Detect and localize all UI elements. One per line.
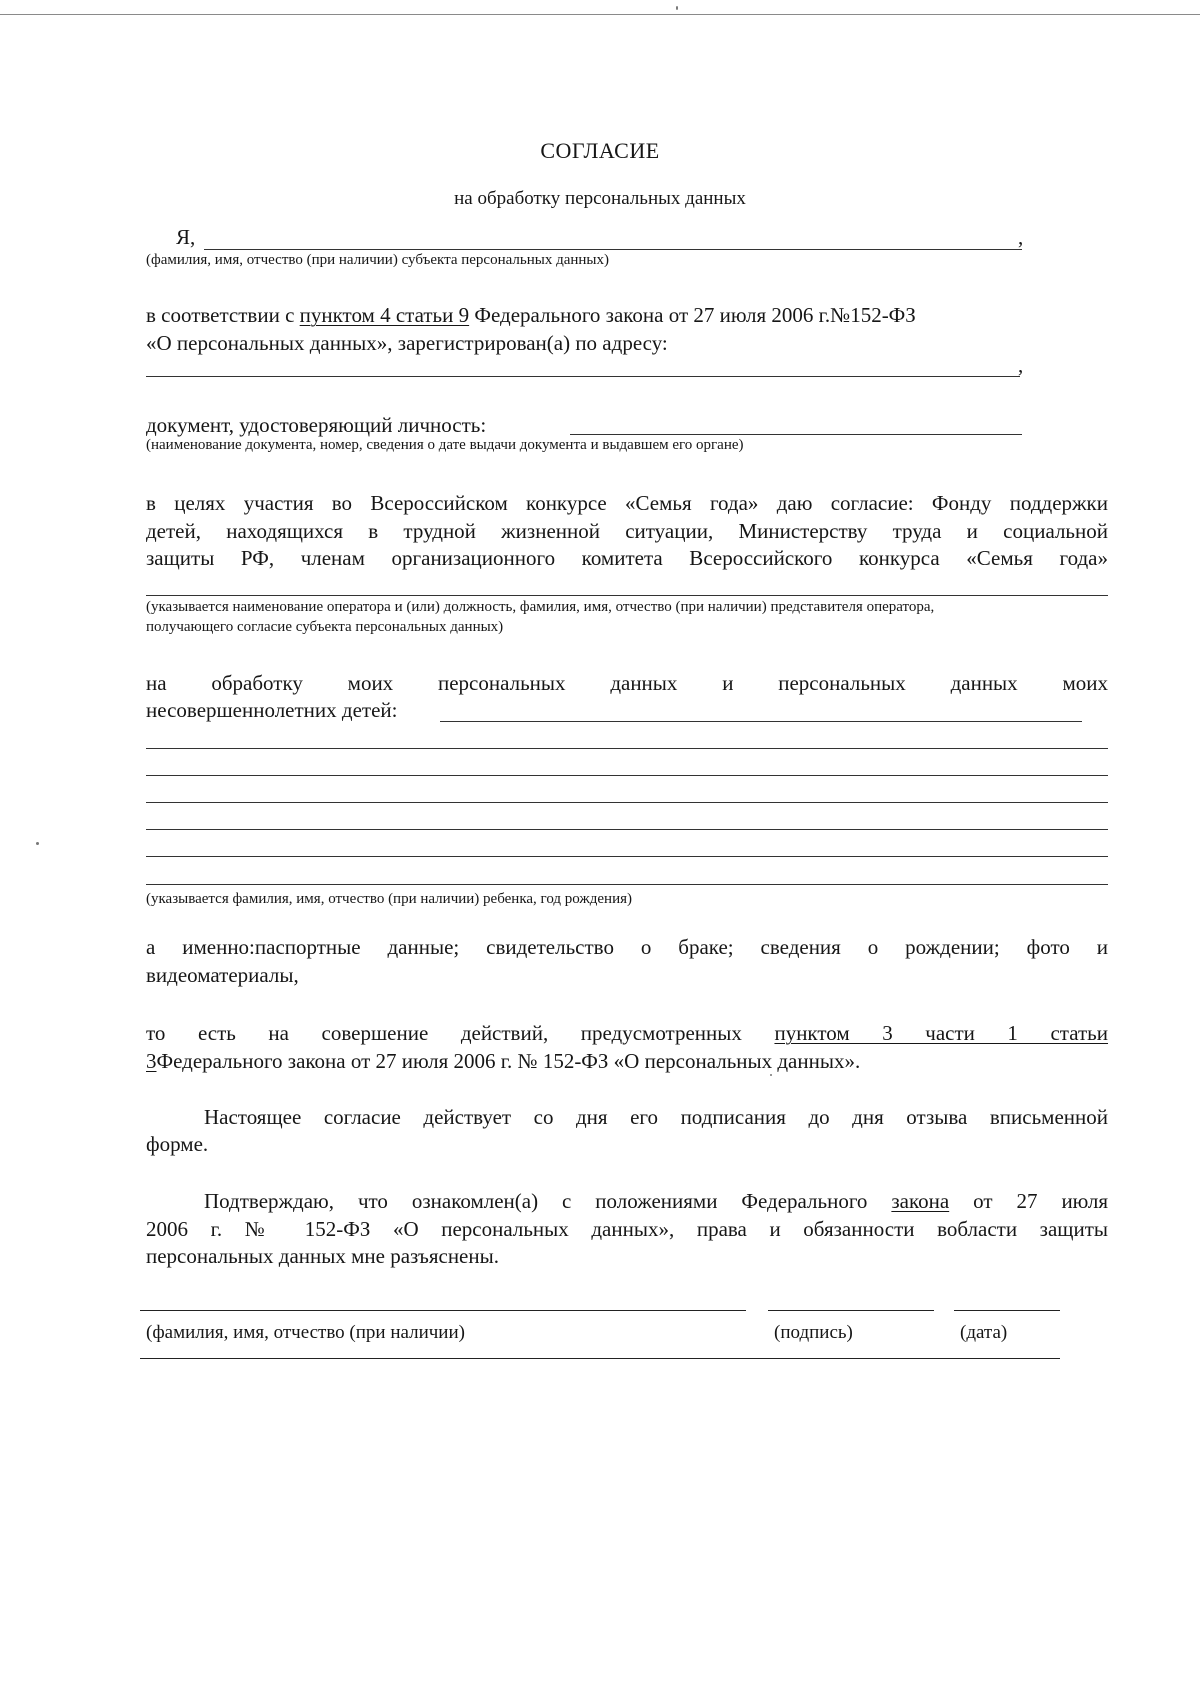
actions-line-2: 3Федерального закона от 27 июля 2006 г. № 152-ФЗ «О персональных данных». <box>146 1049 861 1073</box>
actions-line-1: то есть на совершение действий, предусмотренных пунктом 3 части 1 статьи <box>146 1021 1109 1045</box>
comma-mark: , <box>1018 353 1024 377</box>
sig-fio-label: (фамилия, имя, отчество (при наличии) <box>146 1322 465 1343</box>
children-field-line[interactable] <box>440 721 1082 722</box>
purpose-line-1: в целях участия во Всероссийском конкурсе «Семья года» даю согласие: Фонду поддержки <box>146 491 1108 515</box>
validity-line-1: Настоящее согласие действует со дня его подписания до дня отзыва вписьменной <box>204 1105 1108 1129</box>
purpose-line-2: детей, находящихся в трудной жизненной ситуации, Министерству труда и социальной <box>146 519 1108 543</box>
hint-operator-1: (указывается наименование оператора и (или) должность, фамилия, имя, отчество (при наличии) представителя оператора, <box>146 599 935 615</box>
law-link: закона <box>891 1189 950 1213</box>
address-field-line[interactable] <box>146 376 1020 377</box>
comma-mark: , <box>1018 225 1024 249</box>
doc-field-line[interactable] <box>570 434 1022 435</box>
sig-date-line[interactable] <box>954 1310 1060 1311</box>
law-reference-link: пунктом 4 статьи 9 <box>299 303 470 327</box>
hint-child: (указывается фамилия, имя, отчество (при наличии) ребенка, год рождения) <box>146 891 632 907</box>
confirm-line-3: персональных данных мне разъяснены. <box>146 1244 499 1268</box>
children-line-1: на обработку моих персональных данных и персональных данных моих <box>146 671 1108 695</box>
scan-top-edge <box>0 14 1200 15</box>
actions-reference-link: пунктом 3 части 1 статьи <box>774 1021 1109 1045</box>
scan-speck <box>36 842 39 845</box>
confirm-line-2: 2006 г. № 152-ФЗ «О персональных данных», права и обязанности вобласти защиты <box>146 1217 1108 1241</box>
law-line-2: «О персональных данных», зарегистрирован(а) по адресу: <box>146 331 668 355</box>
operator-field-line[interactable] <box>146 595 1108 596</box>
doc-label: документ, удостоверяющий личность: <box>146 413 487 437</box>
label-ya: Я, <box>176 225 196 249</box>
hint-doc: (наименование документа, номер, сведения о дате выдачи документа и выдавшем его органе) <box>146 437 744 453</box>
sig-fio-line[interactable] <box>140 1310 746 1311</box>
data-list-line-1: а именно:паспортные данные; свидетельство о браке; сведения о рождении; фото и <box>146 935 1108 959</box>
scan-speck <box>770 1074 772 1076</box>
sig-sign-label: (подпись) <box>774 1322 853 1343</box>
document-title: СОГЛАСИЕ <box>540 138 660 163</box>
children-field-line[interactable] <box>146 775 1108 776</box>
fio-field-line[interactable] <box>204 249 1022 250</box>
purpose-line-3: защиты РФ, членам организационного комитета Всероссийского конкурса «Семья года» <box>146 546 1108 570</box>
scan-speck <box>676 6 678 10</box>
children-field-line[interactable] <box>146 829 1108 830</box>
actions-reference-link-cont: 3 <box>146 1049 157 1073</box>
data-list-line-2: видеоматериалы, <box>146 963 299 987</box>
confirm-line-1: Подтверждаю, что ознакомлен(а) с положениями Федерального закона от 27 июля <box>204 1189 1108 1213</box>
validity-line-2: форме. <box>146 1132 209 1156</box>
sig-bottom-rule <box>140 1358 1060 1359</box>
children-line-2: несовершеннолетних детей: <box>146 698 398 722</box>
document-subtitle: на обработку персональных данных <box>454 188 746 209</box>
children-field-line[interactable] <box>146 856 1108 857</box>
children-field-line[interactable] <box>146 884 1108 885</box>
sig-sign-line[interactable] <box>768 1310 934 1311</box>
children-field-line[interactable] <box>146 802 1108 803</box>
children-field-line[interactable] <box>146 748 1108 749</box>
law-line-1: в соответствии с пунктом 4 статьи 9 Федерального закона от 27 июля 2006 г.№152-ФЗ <box>146 303 916 327</box>
hint-operator-2: получающего согласие субъекта персональных данных) <box>146 619 504 635</box>
hint-fio: (фамилия, имя, отчество (при наличии) субъекта персональных данных) <box>146 252 610 268</box>
sig-date-label: (дата) <box>960 1322 1008 1343</box>
